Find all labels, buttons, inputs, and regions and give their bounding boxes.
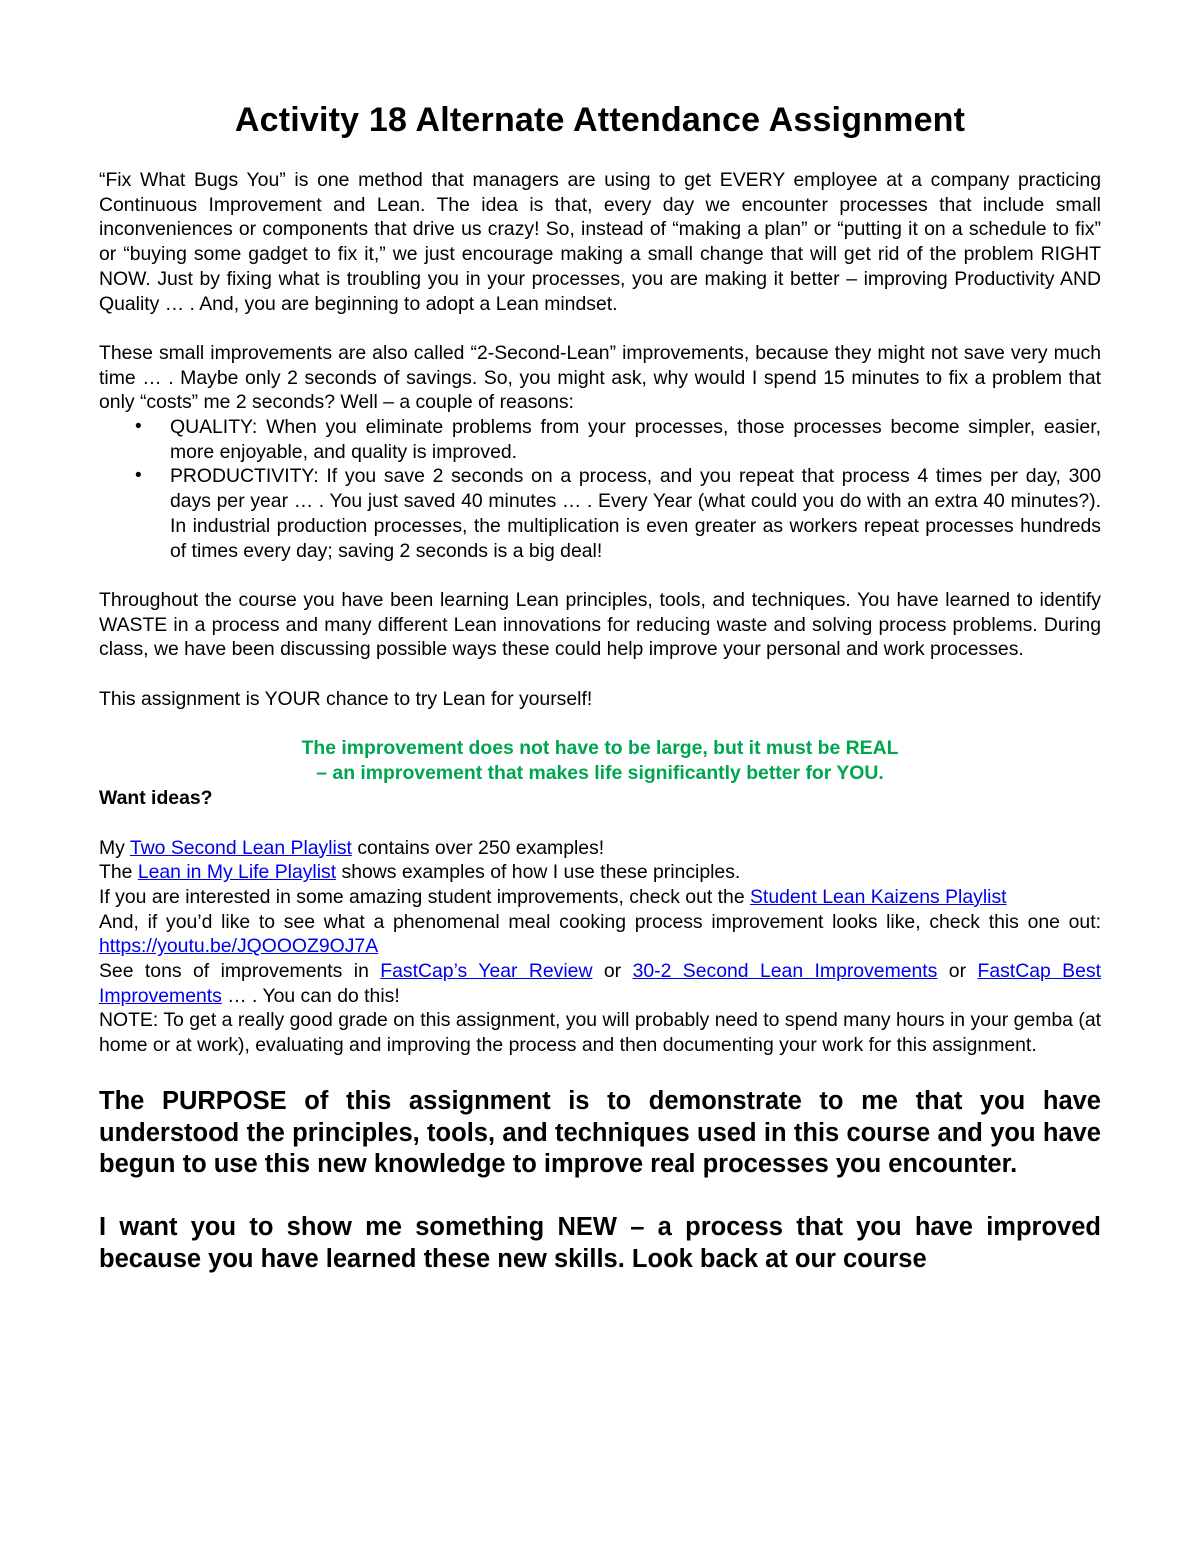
purpose-text: The [99, 1086, 162, 1115]
two-second-lean-playlist-link[interactable]: Two Second Lean Playlist [129, 836, 352, 859]
ideas-line-1 [99, 836, 1101, 861]
spacer [99, 316, 1101, 341]
two-second-lean-paragraph: These small improvements are also called “2-Second-Lean” improvements, because they might not save very much time … . Maybe only 2 seconds of savings. So, you might ask, why would I spend 15 minutes to fix a problem that only “costs” me 2 seconds? Well – a couple of reasons: [99, 341, 1101, 414]
new-text: I want you to show me something [99, 1213, 558, 1242]
ideas-text: If you are interested in some amazing student improvements, check out the [99, 885, 750, 908]
ideas-text: … . You can do this! [221, 984, 400, 1007]
list-item: • PRODUCTIVITY: If you save 2 seconds on a process, and you repeat that process 4 times per day, 300 days per year … . You just saved 40 minutes … . Every Year (what could you do with an extra 40 minutes?). In industrial production processes, the multiplication is even greater as workers repeat processes hundreds of times every day; saving 2 seconds is a big deal! [170, 464, 1101, 563]
fastcap-year-review-link[interactable]: FastCap’s Year Review [380, 960, 593, 983]
ideas-line-5 [99, 959, 1101, 1008]
fastcap-best-improvements-link[interactable]: FastCap Best Improvements [99, 960, 1101, 1007]
spacer [99, 811, 1101, 836]
course-paragraph: Throughout the course you have been learning Lean principles, tools, and techniques. You have learned to identify WASTE in a process and many different Lean innovations for reducing waste and solving process problems. During class, we have been discussing possible ways these could help improve your personal and work processes. [99, 588, 1101, 661]
page-title: Activity 18 Alternate Attendance Assignment [234, 101, 966, 139]
ideas-heading: Want ideas? [99, 787, 213, 810]
ideas-text: shows examples of how I use these principles. [336, 861, 741, 884]
spacer [99, 563, 1101, 588]
highlight-line-1: The improvement does not have to be large, but it must be REAL [301, 737, 899, 760]
purpose-emphasis: PURPOSE [161, 1086, 287, 1115]
spacer [99, 1181, 1101, 1212]
list-item: • QUALITY: When you eliminate problems from your processes, those processes become simpler, easier, more enjoyable, and quality is improved. [170, 415, 1101, 464]
chance-paragraph: This assignment is YOUR chance to try Lean for yourself! [99, 687, 593, 710]
ideas-text: or [937, 960, 978, 983]
ideas-text: See tons of improvements in [99, 960, 381, 983]
document-body [99, 98, 1101, 1276]
ideas-text: contains over 250 examples! [351, 836, 605, 859]
spacer [99, 662, 1101, 687]
new-emphasis: NEW [557, 1213, 617, 1242]
lean-in-my-life-playlist-link[interactable]: Lean in My Life Playlist [137, 861, 337, 884]
thirty-two-second-lean-link[interactable]: 30-2 Second Lean Improvements [632, 960, 938, 983]
intro-paragraph: “Fix What Bugs You” is one method that managers are using to get EVERY employee at a company practicing Continuous Improvement and Lean. The idea is that, every day we encounter processes that include small inconveniences or components that drive us crazy! So, instead of “making a plan” or “putting it on a schedule to fix” or “buying some gadget to fix it,” we just encourage making a small change that will get rid of the problem RIGHT NOW. Just by fixing what is troubling you in your processes, you are making it better – improving Productivity AND Quality … . And, you are beginning to adopt a Lean mindset. [99, 169, 1101, 315]
reasons-list [99, 415, 1101, 563]
highlight-line-2: – an improvement that makes life significantly better for YOU. [316, 762, 884, 785]
ideas-line-4 [99, 910, 1101, 959]
student-lean-kaizens-playlist-link[interactable]: Student Lean Kaizens Playlist [750, 885, 1007, 908]
ideas-text: or [592, 960, 633, 983]
purpose-text: of this assignment is to demonstrate to me that you have understood the principles, tools, and techniques used in this course and you have begun to use this new knowledge to improve real processes you encounter. [99, 1086, 1101, 1179]
new-paragraph [99, 1212, 1101, 1276]
ideas-line-3 [99, 885, 1101, 910]
ideas-line-2 [99, 860, 1101, 885]
ideas-text: The [99, 861, 138, 884]
spacer [99, 711, 1101, 736]
youtube-meal-video-link[interactable]: https://youtu.be/JQOOOZ9OJ7A [99, 935, 379, 958]
spacer [99, 1058, 1101, 1086]
purpose-paragraph [99, 1086, 1101, 1181]
note-paragraph: NOTE: To get a really good grade on this assignment, you will probably need to spend many hours in your gemba (at home or at work), evaluating and improving the process and then documenting your work for this assignment. [99, 1009, 1101, 1057]
new-text: – a process that you have improved because you have learned these new skills. Look back at our course [99, 1213, 1101, 1274]
ideas-text: And, if you’d like to see what a phenomenal meal cooking process improvement looks like, check this one out: [99, 910, 1101, 933]
ideas-text: My [99, 836, 130, 859]
